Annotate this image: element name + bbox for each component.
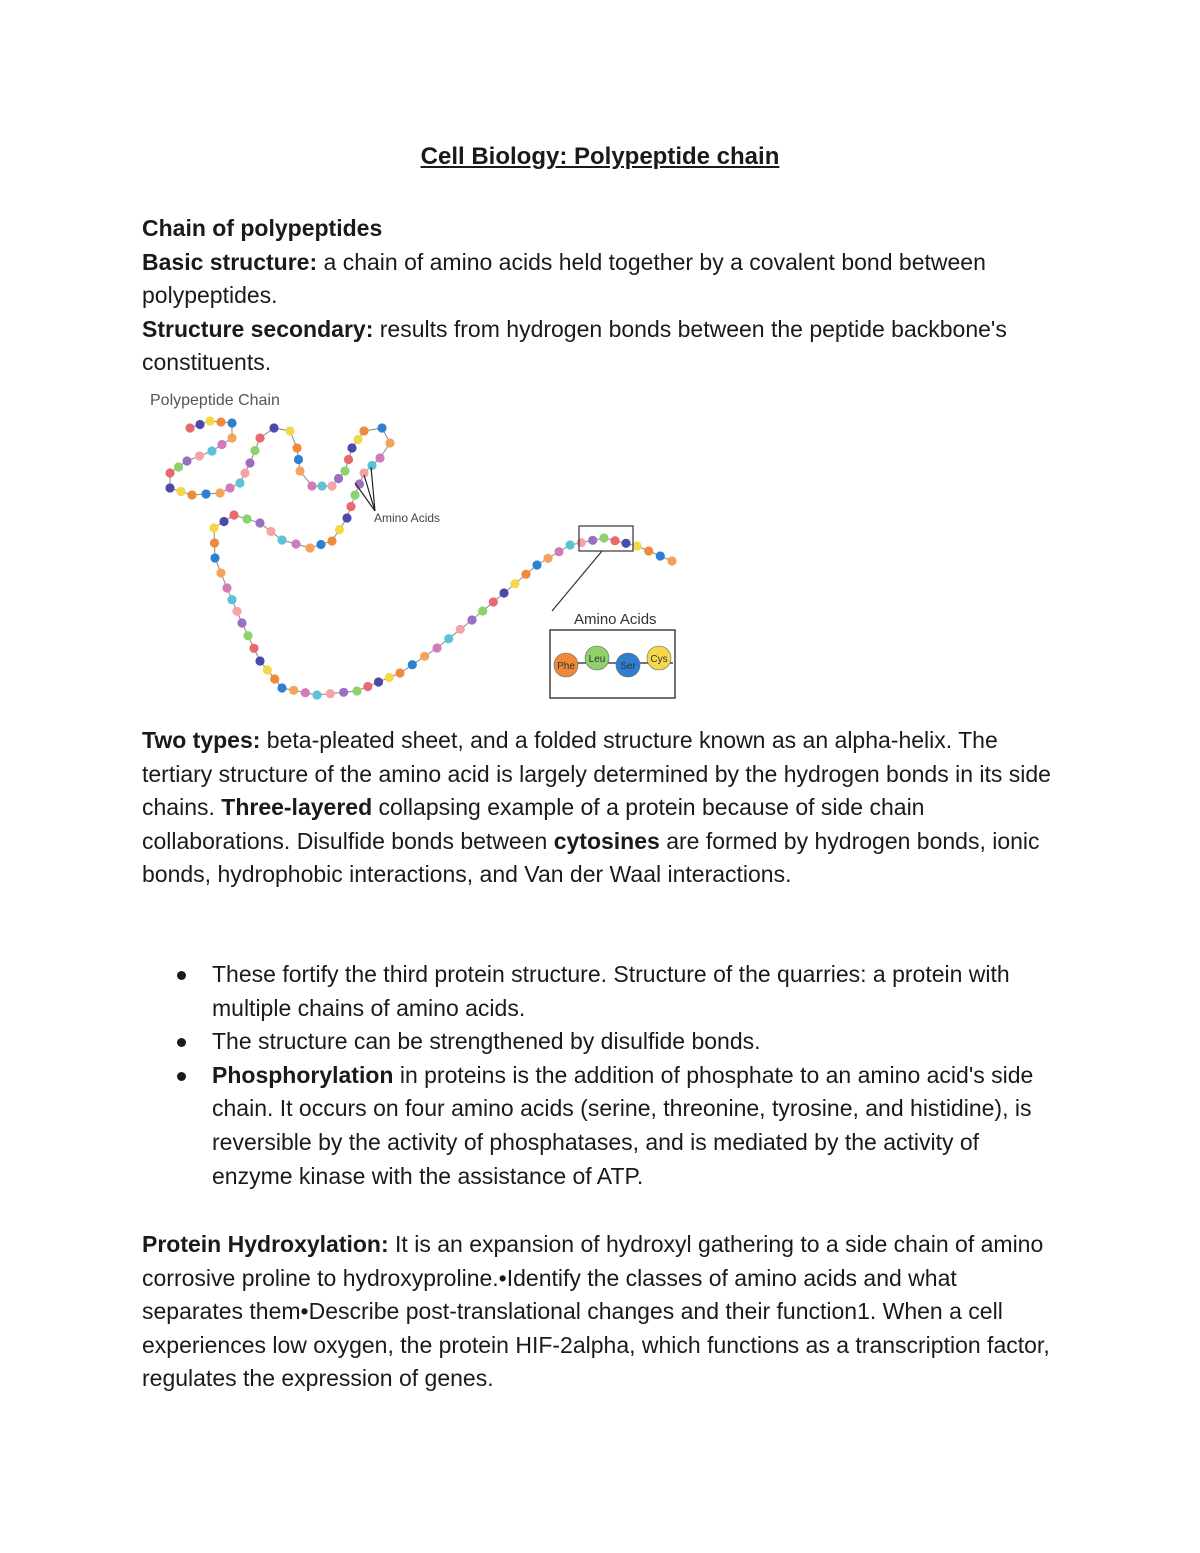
bullet-text: in proteins is the addition of phosphate to an amino acid's side chain. It occurs on four amino acids (serine, threonine, tyrosine, and histidine), is reversible by the activity of phosphatases, and is mediated by the activity of enzyme kinase with the assistance of ATP. bbox=[212, 1061, 1034, 1189]
amino-acid-bead bbox=[432, 643, 441, 652]
bullet-dot-icon bbox=[177, 1072, 186, 1081]
secondary-structure-paragraph bbox=[142, 313, 1062, 380]
amino-acid-bead bbox=[327, 481, 336, 490]
amino-acid-bead bbox=[277, 683, 286, 692]
amino-acid-bead bbox=[456, 625, 465, 634]
types-text-3: are formed by hydrogen bonds, ionic bonds, hydrophobic interactions, and Van der Waal interactions. bbox=[142, 827, 1040, 888]
amino-acid-bead bbox=[245, 458, 254, 467]
amino-acid-bead bbox=[478, 606, 487, 615]
amino-acid-bead bbox=[316, 540, 325, 549]
amino-acid-bead bbox=[420, 652, 429, 661]
amino-acid-bead bbox=[334, 474, 343, 483]
amino-acid-bead bbox=[240, 468, 249, 477]
list-item bbox=[142, 958, 1062, 1025]
amino-acid-bead bbox=[227, 595, 236, 604]
basic-structure-text: a chain of amino acids held together by a covalent bond between polypeptides. bbox=[142, 248, 986, 309]
amino-acid-bead bbox=[610, 536, 619, 545]
amino-acid-bead bbox=[294, 455, 303, 464]
section-heading: Chain of polypeptides bbox=[142, 215, 383, 241]
basic-structure-paragraph bbox=[142, 246, 1062, 313]
amino-acid-bead bbox=[363, 682, 372, 691]
amino-acid-bead bbox=[344, 455, 353, 464]
amino-acid-bead bbox=[250, 446, 259, 455]
inset-residue-label: Cys bbox=[650, 654, 668, 665]
amino-acid-bead bbox=[377, 423, 386, 432]
secondary-structure-label: Structure secondary: bbox=[142, 315, 374, 342]
amino-acid-bead bbox=[195, 420, 204, 429]
amino-acid-bead bbox=[359, 426, 368, 435]
inset-residue-label: Leu bbox=[588, 654, 606, 665]
amino-acid-bead bbox=[232, 607, 241, 616]
amino-acid-bead bbox=[543, 554, 552, 563]
page-title: Cell Biology: Polypeptide chain bbox=[420, 143, 780, 170]
amino-acid-bead bbox=[510, 579, 519, 588]
amino-acid-bead bbox=[444, 634, 453, 643]
amino-acid-bead bbox=[327, 536, 336, 545]
amino-acids-pointer-label: Amino Acids bbox=[374, 511, 441, 525]
amino-acid-bead bbox=[242, 514, 251, 523]
three-layered-label: Three-layered bbox=[221, 794, 373, 821]
bullet-dot-icon bbox=[177, 1038, 186, 1047]
amino-acid-bead bbox=[209, 523, 218, 532]
amino-acid-bead bbox=[342, 513, 351, 522]
amino-acid-bead bbox=[269, 423, 278, 432]
amino-acid-bead bbox=[165, 468, 174, 477]
amino-acid-bead bbox=[352, 686, 361, 695]
amino-acid-bead bbox=[216, 417, 225, 426]
amino-acid-bead bbox=[263, 665, 272, 674]
amino-acid-bead bbox=[222, 583, 231, 592]
amino-acid-bead bbox=[207, 446, 216, 455]
amino-acid-bead bbox=[367, 461, 376, 470]
amino-acid-bead bbox=[374, 677, 383, 686]
inset-title: Amino Acids bbox=[574, 611, 657, 628]
amino-acid-bead bbox=[195, 451, 204, 460]
amino-acid-bead bbox=[632, 541, 641, 550]
hydroxylation-paragraph bbox=[142, 1228, 1062, 1396]
amino-acid-bead bbox=[174, 462, 183, 471]
amino-acid-bead bbox=[335, 525, 344, 534]
amino-acid-bead bbox=[621, 539, 630, 548]
amino-acid-bead bbox=[165, 483, 174, 492]
amino-acid-bead bbox=[237, 618, 246, 627]
bullet-list bbox=[142, 958, 1062, 1193]
amino-acid-bead bbox=[339, 688, 348, 697]
amino-acid-bead bbox=[395, 668, 404, 677]
amino-acid-bead bbox=[249, 644, 258, 653]
amino-acid-bead bbox=[667, 556, 676, 565]
amino-acid-bead bbox=[215, 488, 224, 497]
amino-acid-bead bbox=[375, 453, 384, 462]
polypeptide-chain-figure bbox=[142, 383, 687, 716]
inset-residue-label: Ser bbox=[620, 661, 636, 672]
amino-acid-bead bbox=[317, 481, 326, 490]
amino-acid-bead bbox=[182, 456, 191, 465]
amino-acid-bead bbox=[292, 443, 301, 452]
bullet-text: The structure can be strengthened by disulfide bonds. bbox=[212, 1028, 761, 1055]
amino-acid-bead bbox=[266, 527, 275, 536]
amino-acid-bead bbox=[291, 539, 300, 548]
amino-acid-bead bbox=[243, 631, 252, 640]
list-item bbox=[142, 1025, 1062, 1059]
amino-acid-bead bbox=[219, 517, 228, 526]
amino-acid-bead bbox=[489, 597, 498, 606]
hydroxylation-text: It is an expansion of hydroxyl gathering to a side chain of amino corrosive proline to hydroxyproline.•Identify the classes of amino acids and what separates them•Describe post-translational changes and their function1. When a cell experiences low oxygen, the protein HIF-2alpha, which functions as a transcription factor, regulates the expression of genes. bbox=[142, 1231, 1050, 1392]
amino-acid-bead bbox=[347, 443, 356, 452]
amino-acid-bead bbox=[577, 538, 586, 547]
amino-acid-bead bbox=[346, 502, 355, 511]
bullet-text: These fortify the third protein structure. Structure of the quarries: a protein with multiple chains of amino acids. bbox=[212, 961, 1010, 1021]
section-chain bbox=[142, 212, 1062, 380]
amino-acid-bead bbox=[217, 440, 226, 449]
two-types-label: Two types: bbox=[142, 727, 261, 753]
figure-title: Polypeptide Chain bbox=[150, 392, 280, 409]
amino-acid-bead bbox=[353, 435, 362, 444]
amino-acid-bead bbox=[201, 489, 210, 498]
amino-acid-bead bbox=[185, 423, 194, 432]
amino-acid-bead bbox=[225, 483, 234, 492]
amino-acid-bead bbox=[176, 487, 185, 496]
amino-acid-bead bbox=[521, 570, 530, 579]
amino-acid-bead bbox=[499, 588, 508, 597]
amino-acid-bead bbox=[599, 533, 608, 542]
amino-acid-bead bbox=[277, 535, 286, 544]
amino-acid-bead bbox=[187, 490, 196, 499]
amino-acid-bead bbox=[532, 560, 541, 569]
amino-acid-bead bbox=[229, 510, 238, 519]
amino-acid-bead bbox=[227, 433, 236, 442]
amino-acid-bead bbox=[565, 540, 574, 549]
amino-acid-bead bbox=[255, 433, 264, 442]
polypeptide-diagram bbox=[142, 383, 687, 716]
amino-acid-bead bbox=[588, 536, 597, 545]
amino-acid-bead bbox=[210, 538, 219, 547]
phosphorylation-label: Phosphorylation bbox=[212, 1061, 394, 1088]
amino-acid-bead bbox=[289, 686, 298, 695]
secondary-structure-text: results from hydrogen bonds between the peptide backbone's constituents. bbox=[142, 315, 1007, 376]
types-text-1: beta-pleated sheet, and a folded structure known as an alpha-helix. The tertiary structure of the amino acid is largely determined by the hydrogen bonds in its side chains. bbox=[142, 727, 1051, 821]
amino-acid-bead bbox=[235, 478, 244, 487]
amino-acid-bead bbox=[312, 690, 321, 699]
amino-acid-bead bbox=[385, 673, 394, 682]
amino-acid-bead bbox=[210, 553, 219, 562]
amino-acid-bead bbox=[255, 656, 264, 665]
amino-acid-bead bbox=[301, 688, 310, 697]
amino-acid-bead bbox=[385, 438, 394, 447]
amino-acid-bead bbox=[326, 689, 335, 698]
amino-acid-bead bbox=[270, 674, 279, 683]
amino-acid-bead bbox=[644, 546, 653, 555]
amino-acid-bead bbox=[554, 547, 563, 556]
hydroxylation-label: Protein Hydroxylation: bbox=[142, 1231, 389, 1257]
amino-acid-bead bbox=[255, 518, 264, 527]
amino-acid-bead bbox=[350, 490, 359, 499]
amino-acid-bead bbox=[216, 568, 225, 577]
inset-residue-label: Phe bbox=[557, 661, 575, 672]
amino-acid-bead bbox=[307, 481, 316, 490]
amino-acid-bead bbox=[340, 466, 349, 475]
amino-acid-bead bbox=[205, 416, 214, 425]
amino-acid-bead bbox=[305, 543, 314, 552]
bullet-dot-icon bbox=[177, 971, 186, 980]
amino-acid-bead bbox=[295, 466, 304, 475]
types-text-2: collapsing example of a protein because of side chain collaborations. Disulfide bonds between bbox=[142, 794, 925, 854]
amino-acid-bead bbox=[408, 660, 417, 669]
amino-acid-bead bbox=[656, 551, 665, 560]
types-paragraph bbox=[142, 724, 1062, 892]
basic-structure-label: Basic structure: bbox=[142, 248, 318, 275]
cytosines-label: cytosines bbox=[553, 827, 660, 854]
amino-acid-bead bbox=[285, 426, 294, 435]
amino-acid-bead bbox=[467, 615, 476, 624]
amino-acid-bead bbox=[227, 418, 236, 427]
list-item bbox=[142, 1059, 1062, 1193]
